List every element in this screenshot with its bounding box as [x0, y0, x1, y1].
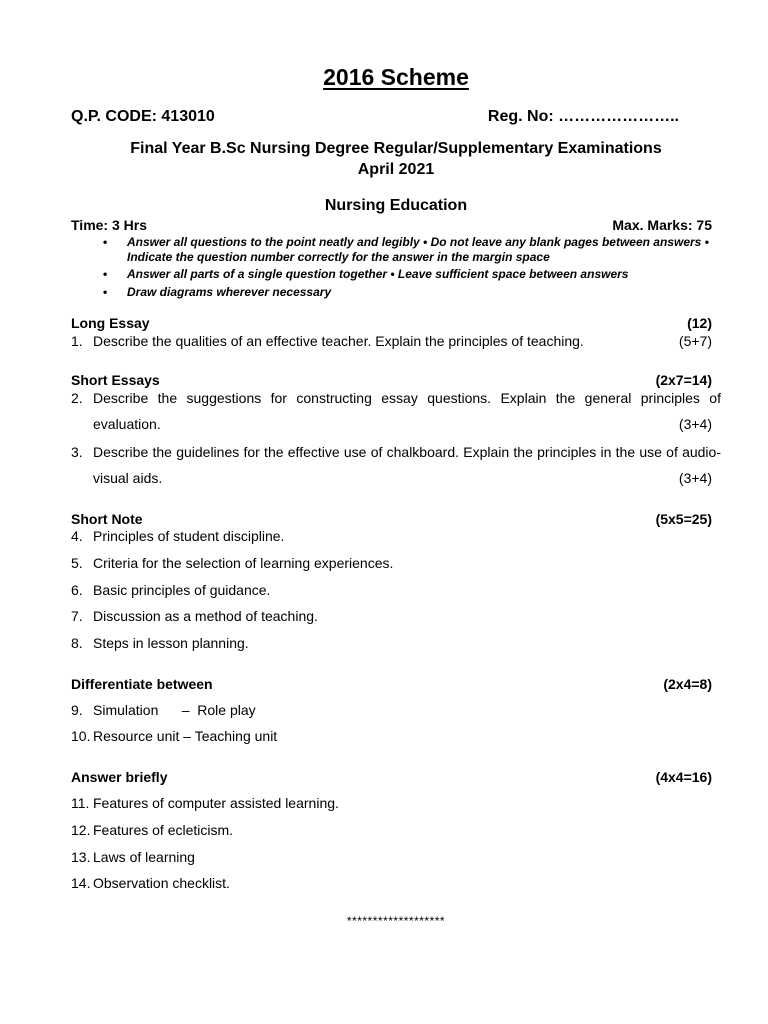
- qp-code: Q.P. CODE: 413010: [71, 108, 215, 125]
- section-short-note: Short Note (5x5=25): [71, 511, 712, 527]
- scheme-title: 2016 Scheme: [323, 64, 469, 90]
- question-item: 5. Criteria for the selection of learning experiences.: [71, 555, 394, 571]
- section-answer-briefly: Answer briefly (4x4=16): [71, 769, 712, 785]
- bullet-icon: •: [103, 267, 108, 281]
- instructions-list: [103, 235, 723, 302]
- section-long-essay: Long Essay (12): [71, 315, 712, 331]
- question-marks: (3+4): [678, 416, 712, 432]
- question-paper: [71, 0, 721, 1024]
- question-item: 1. Describe the qualities of an effective teacher. Explain the principles of teaching. (5+7): [71, 328, 712, 354]
- exam-title: Final Year B.Sc Nursing Degree Regular/Supplementary Examinations: [130, 140, 662, 157]
- question-item: 10. Resource unit – Teaching unit: [71, 728, 278, 744]
- question-item: 9. Simulation – Role play: [71, 702, 256, 718]
- question-item: 7. Discussion as a method of teaching.: [71, 608, 318, 624]
- question-item: 4. Principles of student discipline.: [71, 528, 285, 544]
- section-short-essays: Short Essays (2x7=14): [71, 372, 712, 388]
- question-item: 12. Features of ecleticism.: [71, 822, 234, 838]
- time-allowed: Time: 3 Hrs: [71, 217, 147, 233]
- time-marks-row: [71, 217, 712, 233]
- subject-title: Nursing Education: [324, 197, 468, 214]
- instruction-item: • Answer all questions to the point neatly and legibly • Do not leave any blank pages between answers • Indicate the question number correctly for the answer in the margin space: [103, 235, 709, 264]
- reg-no: Reg. No: …………………..: [487, 108, 679, 125]
- question-item: 14. Observation checklist.: [71, 875, 230, 891]
- exam-date: April 2021: [357, 161, 435, 178]
- section-differentiate: Differentiate between (2x4=8): [71, 676, 712, 692]
- question-item: 6. Basic principles of guidance.: [71, 582, 271, 598]
- question-item: 8. Steps in lesson planning.: [71, 635, 249, 651]
- question-item: 3. Describe the guidelines for the effective use of chalkboard. Explain the principles in the use of audio-visual aids. (3+4): [71, 439, 712, 491]
- question-marks: (3+4): [678, 470, 712, 486]
- question-item: 11. Features of computer assisted learning.: [71, 795, 339, 811]
- instruction-item: • Answer all parts of a single question together • Leave sufficient space between answers: [103, 267, 629, 281]
- bullet-icon: •: [103, 284, 108, 299]
- instruction-item: • Draw diagrams wherever necessary: [103, 284, 332, 299]
- bullet-icon: •: [103, 235, 108, 249]
- max-marks: Max. Marks: 75: [612, 217, 712, 233]
- end-marker: *******************: [346, 914, 446, 928]
- question-item: 2. Describe the suggestions for constructing essay questions. Explain the general principles of evaluation. (3+4): [71, 385, 712, 437]
- question-marks: (5+7): [678, 333, 712, 349]
- code-row: [71, 108, 712, 126]
- question-item: 13. Laws of learning: [71, 849, 195, 865]
